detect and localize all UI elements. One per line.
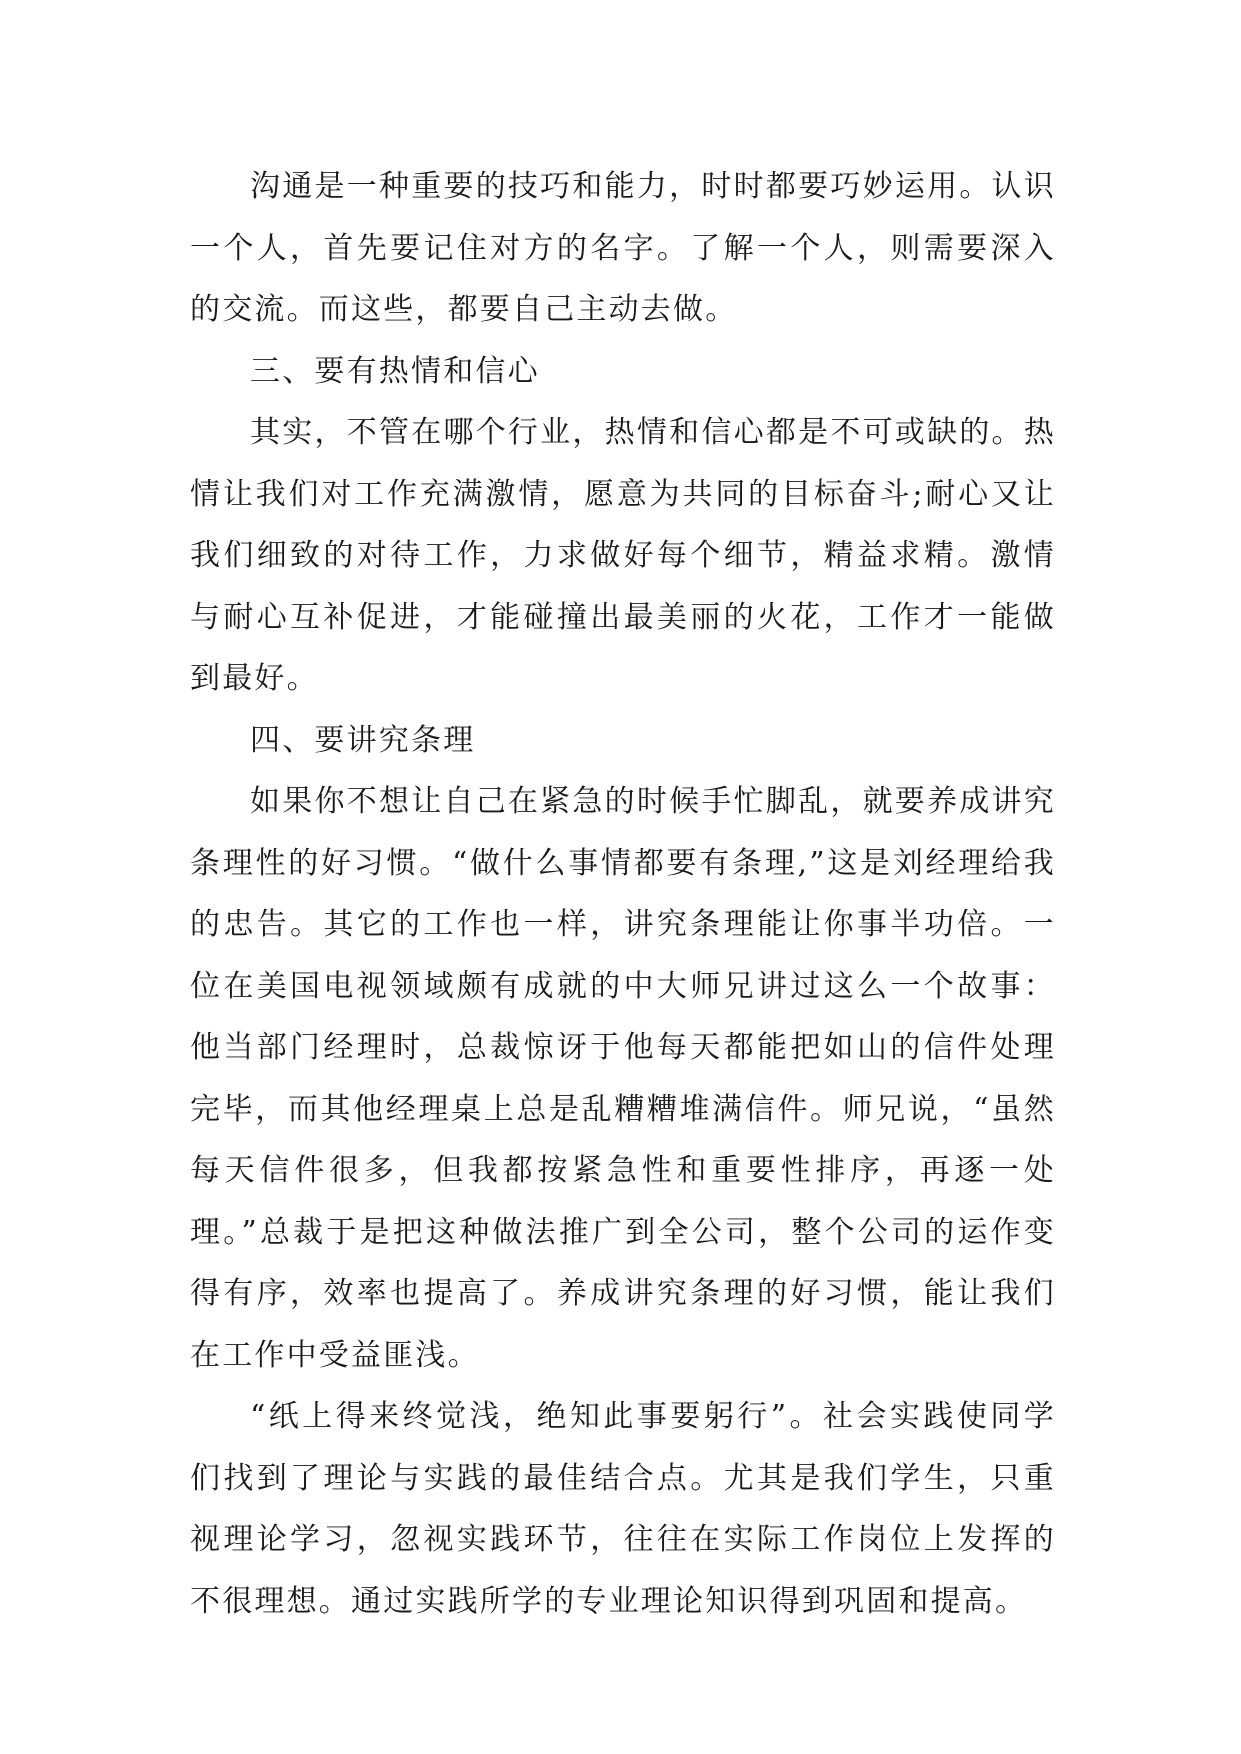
paragraph-practice: “纸上得来终觉浅，绝知此事要躬行”。社会实践使同学们找到了理论与实践的最佳结合点。尤其是我们学生，只重视理论学习，忽视实践环节，往往在实际工作岗位上发挥的不很理想。通过实践所学的专业理论知识得到巩固和提高。: [190, 1399, 1056, 1619]
section-heading-enthusiasm: 三、要有热情和信心: [250, 353, 540, 389]
paragraph-organization: 如果你不想让自己在紧急的时候手忙脚乱，就要养成讲究条理性的好习惯。“做什么事情都要有条理,”这是刘经理给我的忠告。其它的工作也一样，讲究条理能让你事半功倍。一位在美国电视领域颇有成就的中大师兄讲过这么一个故事：他当部门经理时，总裁惊讶于他每天都能把如山的信件处理完毕，而其他经理桌上总是乱糟糟堆满信件。师兄说，“虽然每天信件很多，但我都按紧急性和重要性排序，再逐一处理。”总裁于是把这种做法推广到全公司，整个公司的运作变得有序，效率也提高了。养成讲究条理的好习惯，能让我们在工作中受益匪浅。: [190, 784, 1056, 1373]
document-body: [190, 156, 1056, 1632]
paragraph-enthusiasm: 其实，不管在哪个行业，热情和信心都是不可或缺的。热情让我们对工作充满激情，愿意为共同的目标奋斗;耐心又让我们细致的对待工作，力求做好每个细节，精益求精。激情与耐心互补促进，才能碰撞出最美丽的火花，工作才一能做到最好。: [190, 415, 1056, 696]
section-heading-organization: 四、要讲究条理: [250, 722, 476, 758]
paragraph-communication: 沟通是一种重要的技巧和能力，时时都要巧妙运用。认识一个人，首先要记住对方的名字。了解一个人，则需要深入的交流。而这些，都要自己主动去做。: [190, 169, 1056, 327]
